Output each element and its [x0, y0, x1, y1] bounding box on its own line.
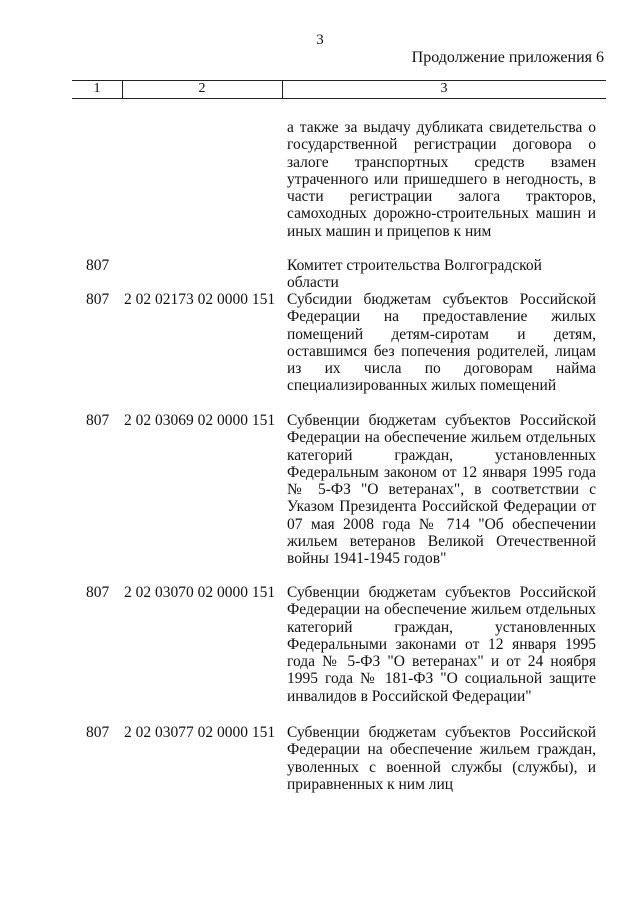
department-code: 807: [86, 724, 110, 741]
column-header-2: 2: [198, 81, 206, 96]
budget-classification-code: 2 02 03077 02 0000 151: [124, 724, 276, 741]
budget-classification-code: 2 02 03069 02 0000 151: [124, 412, 276, 429]
department-code: 807: [86, 291, 110, 308]
appendix-continuation-title: Продолжение приложения 6: [411, 49, 604, 66]
income-description: а также за выдачу дубликата свидетельства о государственной регистрации договора о залоге транспортных средств взамен утраченного или пришедшего в негодность, в части регистрации залога тракторов, самоходных дорожно-строительных машин и иных машин и прицепов к ним: [287, 119, 596, 240]
column-header-1: 1: [93, 81, 101, 96]
page-number: 3: [316, 32, 324, 48]
income-description: Субсидии бюджетам субъектов Российской Федерации на предоставление жилых помещений детям-сиротам и детям, оставшимся без попечения родителей, лицам из их числа по договорам найма специализированных жилых помещений: [287, 291, 596, 395]
header-bottom-rule: [72, 98, 606, 99]
column-header-3: 3: [440, 81, 448, 96]
income-description: Субвенции бюджетам субъектов Российской Федерации на обеспечение жильем отдельных категорий граждан, установленных Федеральными законами от 12 января 1995 года № 5-ФЗ "О ветеранах" и от 24 ноября 1995 года № 181-ФЗ "О социальной защите инвалидов в Российской Федерации": [287, 584, 596, 705]
budget-classification-code: 2 02 03070 02 0000 151: [124, 584, 276, 601]
income-description: Субвенции бюджетам субъектов Российской Федерации на обеспечение жильем отдельных категорий граждан, установленных Федеральным законом от 12 января 1995 года № 5-ФЗ "О ветеранах", в соответствии с Указом Президента Российской Федерации от 07 мая 2008 года № 714 "Об обеспечении жильем ветеранов Великой Отечественной войны 1941-1945 годов": [287, 412, 596, 568]
income-description: Субвенции бюджетам субъектов Российской Федерации на обеспечение жильем граждан, уволенных с военной службы (службы), и приравненных к ним лиц: [287, 724, 596, 793]
department-code: 807: [86, 412, 110, 429]
budget-classification-code: 2 02 02173 02 0000 151: [124, 291, 276, 308]
department-code: 807: [86, 257, 110, 274]
table-header: [72, 80, 606, 96]
income-description: Комитет строительства Волгоградской области: [287, 257, 542, 292]
department-code: 807: [86, 584, 110, 601]
